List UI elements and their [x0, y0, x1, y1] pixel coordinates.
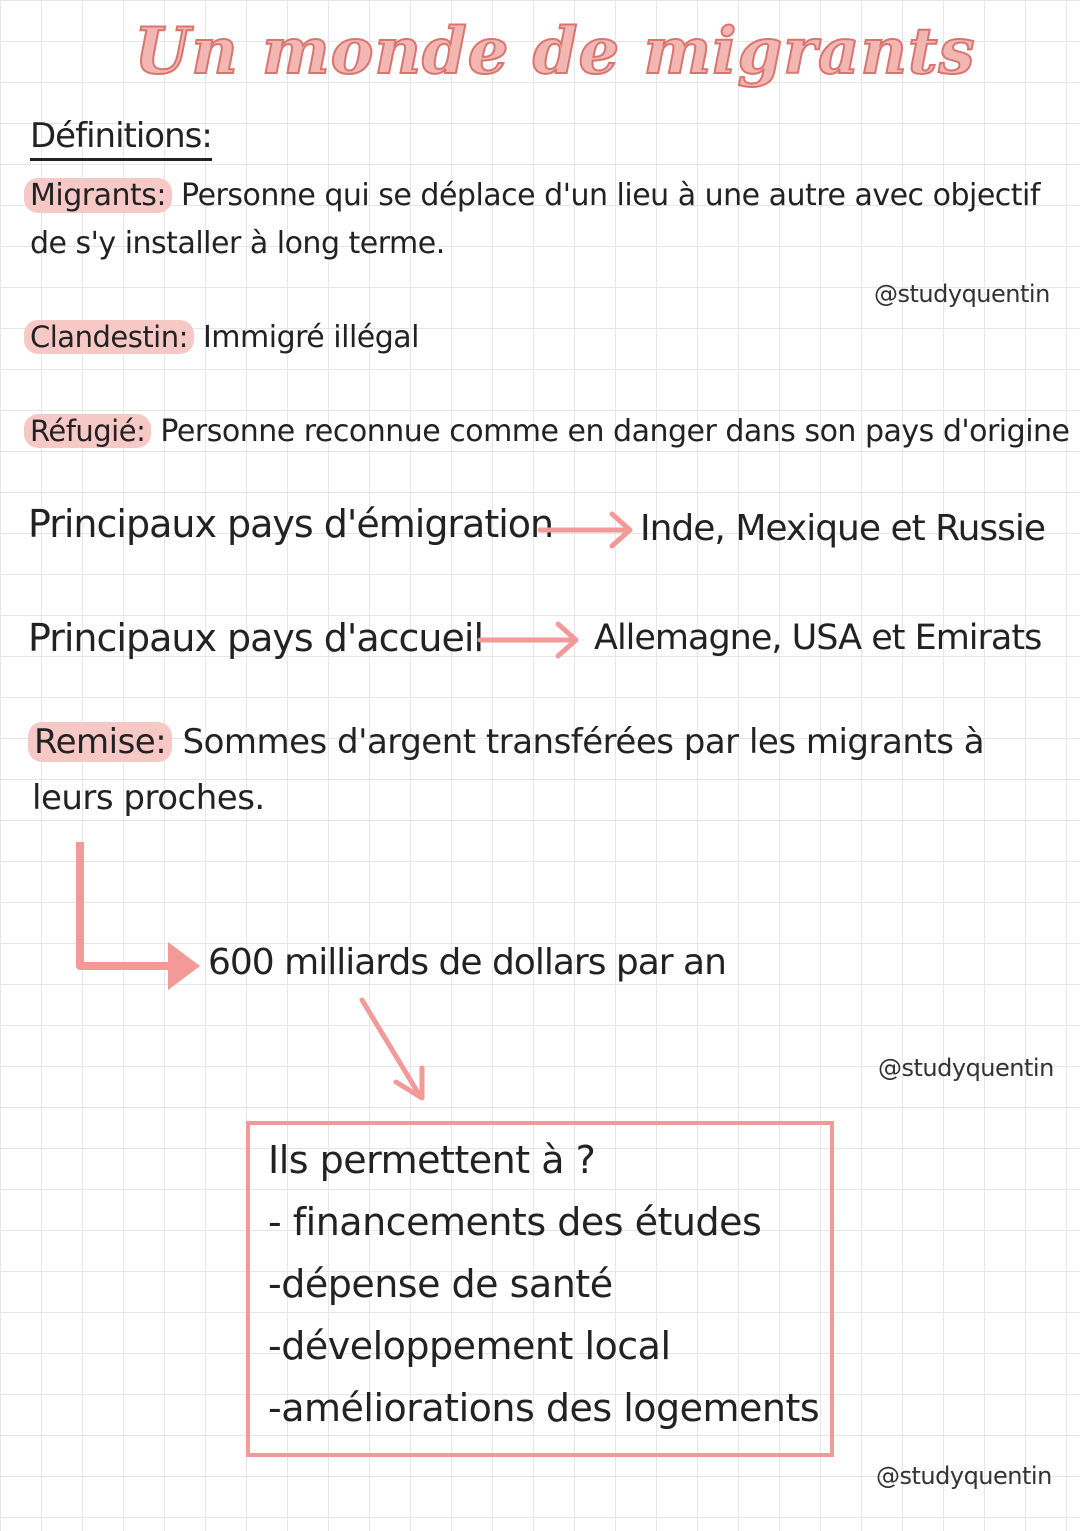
- definition-migrants-text: Personne qui se déplace d'un lieu à une autre avec objectif: [181, 178, 1040, 213]
- definition-clandestin-text: Immigré illégal: [202, 320, 420, 355]
- definition-remise-continued: leurs proches.: [32, 778, 265, 818]
- benefits-title: Ils permettent à ?: [268, 1138, 596, 1182]
- benefit-item: -améliorations des logements: [268, 1386, 820, 1430]
- remittance-amount: 600 milliards de dollars par an: [208, 942, 726, 983]
- accueil-label: Principaux pays d'accueil: [28, 616, 484, 660]
- term-migrants: Migrants:: [24, 178, 172, 213]
- benefit-item: - financements des études: [268, 1200, 762, 1244]
- watermark: @studyquentin: [876, 1462, 1052, 1490]
- arrow-icon: [540, 514, 630, 546]
- accueil-countries: Allemagne, USA et Emirats: [594, 618, 1042, 658]
- section-heading: Définitions:: [30, 116, 212, 161]
- emigration-label: Principaux pays d'émigration: [28, 502, 554, 546]
- term-remise: Remise:: [28, 722, 172, 762]
- term-refugie: Réfugié:: [24, 414, 151, 448]
- page-title: Un monde de migrants: [134, 14, 976, 89]
- benefit-item: -développement local: [268, 1324, 671, 1368]
- watermark: @studyquentin: [874, 280, 1050, 308]
- arrow-icon: [480, 624, 576, 656]
- term-clandestin: Clandestin:: [24, 320, 194, 354]
- definition-migrants-continued: de s'y installer à long terme.: [30, 226, 445, 261]
- arrow-icon: [80, 842, 200, 990]
- arrow-icon: [362, 1000, 422, 1098]
- watermark: @studyquentin: [878, 1054, 1054, 1082]
- definition-refugie-text: Personne reconnue comme en danger dans son pays d'origine: [160, 414, 1070, 449]
- benefit-item: -dépense de santé: [268, 1262, 613, 1306]
- emigration-countries: Inde, Mexique et Russie: [640, 508, 1046, 549]
- definition-remise-text: Sommes d'argent transférées par les migrants à: [182, 722, 985, 762]
